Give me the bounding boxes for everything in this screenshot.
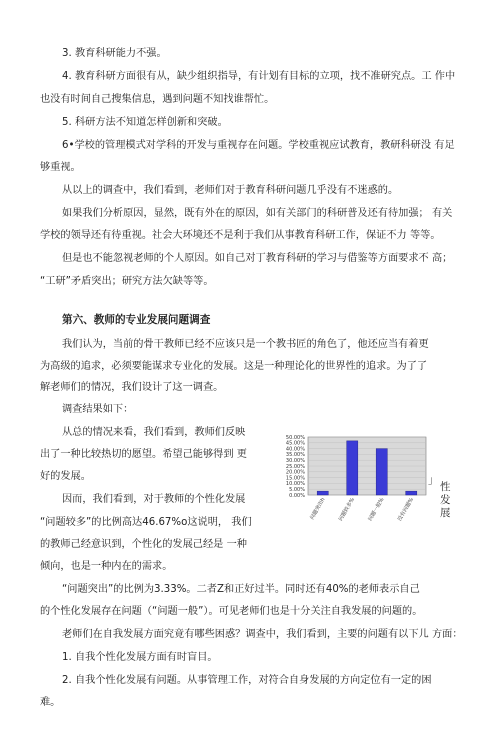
- y-tick-label: 0.00%: [289, 492, 305, 499]
- text-line: 1. 自我个性化发展方面有时盲目。: [62, 652, 218, 663]
- y-tick-label: 25.00%: [285, 463, 305, 470]
- text-line: 老师们在自我发展方面究竟有哪些困惑？调查中，我们看到，主要的问题有以下儿 方面：: [62, 629, 463, 640]
- text-line: “问题突出”的比例为3.33%。二者Z和正好过半。同时还有40%的老师表示自己: [62, 584, 420, 595]
- y-tick-label: 40.00%: [285, 446, 305, 453]
- text-line: 因而，我们看到，对于教师的个性化发展: [62, 494, 246, 505]
- text-line: 为高级的追求，必须要能谋求专业化的发展。这是一种理论化的世界性的追求。为了了: [40, 361, 428, 372]
- text-line: 如果我们分析原因，显然，既有外在的原因，如有关部门的科研普及还有待加强； 有关: [62, 208, 453, 219]
- x-tick-label: 问题较多%: [337, 497, 356, 523]
- bar: [347, 441, 358, 495]
- text-line: 从总的情况来看，我们看到，教师们反映: [62, 427, 246, 438]
- text-line: 够重视。: [40, 162, 81, 173]
- text-line: “工研”矛盾突出；研究方法欠缺等等。: [40, 276, 214, 287]
- y-tick-label: 45.00%: [285, 440, 305, 447]
- y-tick-label: 5.00%: [289, 487, 305, 493]
- text-line: 4. 教育科研方面很有从，缺少组织指导，有计划有目标的立项，找不准研究点。工 作中: [62, 71, 456, 82]
- y-tick-label: 30.00%: [285, 458, 305, 464]
- x-tick-label: 问题一般%: [367, 497, 386, 523]
- side-label-mark: 」: [428, 474, 439, 486]
- text-line: 好的发展。: [40, 471, 91, 482]
- text-line: 2. 自我个性化发展有问题。从事管理工作，对符合自身发展的方向定位有一定的困: [62, 675, 432, 686]
- text-line: 出了一种比较热切的愿望。希望己能够得到 更: [40, 449, 247, 460]
- text-line: 我们认为，当前的骨干教师已经不应该只是一个教书匠的角色了，他还应当有着更: [62, 339, 429, 350]
- bar: [317, 491, 328, 495]
- text-line: 倾向，也是一种内在的需求。: [40, 561, 173, 572]
- text-line: 学校的领导还有待重视。社会大环境还不是利于我们从事教育科研工作，保证不力 等等。: [40, 230, 441, 241]
- text-line: 5. 科研方法不知道怎样创新和突破。: [62, 117, 228, 128]
- text-line: 3. 教育科研能力不强。: [62, 48, 167, 59]
- text-line: 的个性化发展存在问题（“问题一般”）。可见老师们也是十分关注自我发展的问题的。: [40, 606, 423, 617]
- x-tick-label: 问题突出h: [309, 497, 327, 521]
- text-line: 调查结果如下：: [62, 404, 134, 415]
- text-line: “问题较多”的比例高达46.67%o这说明， 我们: [40, 517, 252, 528]
- chart-side-label: [428, 474, 439, 487]
- bar: [376, 449, 387, 495]
- text-line: 但是也不能忽视老师的个人原因。如自己对丁教育科研的学习与借鉴等方面要求不 高；: [62, 253, 453, 264]
- bar: [406, 491, 417, 495]
- text-line: 6•学校的管理模式对学科的开发与重视存在问题。学校重视应试教育，教研科研没 有足: [62, 140, 455, 151]
- y-tick-label: 15.00%: [285, 475, 305, 482]
- x-tick-label: 没有问题%: [396, 497, 415, 523]
- y-tick-label: 10.00%: [285, 481, 305, 488]
- section-heading: 第六、教师的专业发展问题调查: [62, 314, 211, 326]
- y-tick-label: 20.00%: [285, 469, 305, 476]
- chart-side-label-text: 性 发 展: [440, 481, 451, 519]
- text-line: 从以上的调查中，我们看到，老师们对于教育科研问题几乎没有不迷惑的。: [62, 185, 399, 196]
- y-tick-label: 35.00%: [285, 452, 305, 459]
- y-tick-label: 50.00%: [285, 435, 305, 441]
- text-line: 解老师们的情况，我们设计了这一调查。: [40, 382, 224, 393]
- text-line: 也没有时间自己搜集信息，遇到问题不知找谁帮忙。: [40, 94, 275, 105]
- text-line: 的教师己经意识到，个性化的发展己经是 一种: [40, 539, 247, 550]
- text-line: 难。: [40, 697, 61, 708]
